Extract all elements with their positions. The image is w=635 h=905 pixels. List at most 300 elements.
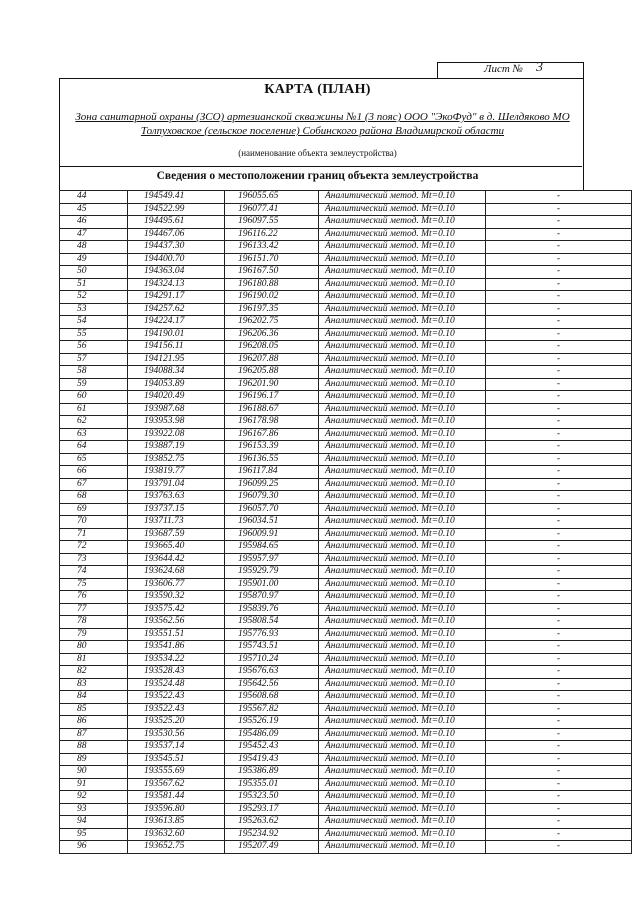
y-coordinate-cell: 196099.25 [225, 478, 319, 491]
table-row [60, 591, 632, 604]
table-row [60, 203, 632, 216]
point-number-cell: 74 [60, 566, 128, 579]
y-coordinate-cell: 196034.51 [225, 516, 319, 529]
method-cell: Аналитический метод. Mt=0.10 [319, 503, 486, 516]
point-number-cell: 44 [60, 191, 128, 204]
x-coordinate-cell: 194020.49 [128, 391, 225, 404]
x-coordinate-cell: 193953.98 [128, 416, 225, 429]
x-coordinate-cell: 193711.73 [128, 516, 225, 529]
page-title: КАРТА (ПЛАН) [264, 82, 371, 97]
description-cell: - [486, 703, 632, 716]
description-cell: - [486, 316, 632, 329]
description-cell: - [486, 566, 632, 579]
point-number-cell: 88 [60, 741, 128, 754]
y-coordinate-cell: 195486.09 [225, 728, 319, 741]
y-coordinate-cell: 195839.76 [225, 603, 319, 616]
y-coordinate-cell: 195642.56 [225, 678, 319, 691]
x-coordinate-cell: 193852.75 [128, 453, 225, 466]
x-coordinate-cell: 193534.22 [128, 653, 225, 666]
method-cell: Аналитический метод. Mt=0.10 [319, 528, 486, 541]
coordinates-table [59, 190, 632, 854]
x-coordinate-cell: 193596.80 [128, 803, 225, 816]
y-coordinate-cell: 196208.05 [225, 341, 319, 354]
table-row [60, 216, 632, 229]
description-cell: - [486, 753, 632, 766]
method-cell: Аналитический метод. Mt=0.10 [319, 216, 486, 229]
method-cell: Аналитический метод. Mt=0.10 [319, 303, 486, 316]
method-cell: Аналитический метод. Mt=0.10 [319, 416, 486, 429]
method-cell: Аналитический метод. Mt=0.10 [319, 591, 486, 604]
point-number-cell: 50 [60, 266, 128, 279]
method-cell: Аналитический метод. Mt=0.10 [319, 453, 486, 466]
method-cell: Аналитический метод. Mt=0.10 [319, 566, 486, 579]
point-number-cell: 77 [60, 603, 128, 616]
x-coordinate-cell: 194467.06 [128, 228, 225, 241]
point-number-cell: 59 [60, 378, 128, 391]
section-title: Сведения о местоположении границ объекта землеустройства [156, 170, 479, 182]
table-row [60, 466, 632, 479]
description-cell: - [486, 203, 632, 216]
table-row [60, 691, 632, 704]
method-cell: Аналитический метод. Mt=0.10 [319, 428, 486, 441]
table-row [60, 441, 632, 454]
description-cell: - [486, 378, 632, 391]
y-coordinate-cell: 195984.65 [225, 541, 319, 554]
y-coordinate-cell: 196055.65 [225, 191, 319, 204]
description-cell: - [486, 828, 632, 841]
method-cell: Аналитический метод. Mt=0.10 [319, 328, 486, 341]
x-coordinate-cell: 193652.75 [128, 841, 225, 854]
table-row [60, 328, 632, 341]
method-cell: Аналитический метод. Mt=0.10 [319, 603, 486, 616]
y-coordinate-cell: 196188.67 [225, 403, 319, 416]
method-cell: Аналитический метод. Mt=0.10 [319, 703, 486, 716]
description-cell: - [486, 366, 632, 379]
point-number-cell: 69 [60, 503, 128, 516]
method-cell: Аналитический метод. Mt=0.10 [319, 553, 486, 566]
point-number-cell: 47 [60, 228, 128, 241]
point-number-cell: 67 [60, 478, 128, 491]
method-cell: Аналитический метод. Mt=0.10 [319, 803, 486, 816]
table-row [60, 241, 632, 254]
description-cell: - [486, 841, 632, 854]
description-cell: - [486, 391, 632, 404]
y-coordinate-cell: 196136.55 [225, 453, 319, 466]
y-coordinate-cell: 195901.00 [225, 578, 319, 591]
table-row [60, 603, 632, 616]
y-coordinate-cell: 195263.62 [225, 816, 319, 829]
method-cell: Аналитический метод. Mt=0.10 [319, 478, 486, 491]
table-row [60, 703, 632, 716]
x-coordinate-cell: 193562.56 [128, 616, 225, 629]
y-coordinate-cell: 196201.90 [225, 378, 319, 391]
description-cell: - [486, 816, 632, 829]
description-cell: - [486, 691, 632, 704]
point-number-cell: 64 [60, 441, 128, 454]
method-cell: Аналитический метод. Mt=0.10 [319, 691, 486, 704]
y-coordinate-cell: 196207.88 [225, 353, 319, 366]
x-coordinate-cell: 193606.77 [128, 578, 225, 591]
table-row [60, 753, 632, 766]
description-cell: - [486, 528, 632, 541]
y-coordinate-cell: 196178.98 [225, 416, 319, 429]
description-cell: - [486, 241, 632, 254]
x-coordinate-cell: 193551.51 [128, 628, 225, 641]
description-cell: - [486, 516, 632, 529]
table-row [60, 741, 632, 754]
point-number-cell: 83 [60, 678, 128, 691]
description-cell: - [486, 641, 632, 654]
method-cell: Аналитический метод. Mt=0.10 [319, 666, 486, 679]
sheet-label: Лист № [484, 63, 523, 75]
table-row [60, 353, 632, 366]
object-name-line-1: Зона санитарной охраны (ЗСО) артезианской скважины №1 (3 пояс) ООО "ЭкоФуд" в д. Шелдяково МО [75, 111, 570, 123]
point-number-cell: 90 [60, 766, 128, 779]
method-cell: Аналитический метод. Mt=0.10 [319, 266, 486, 279]
description-cell: - [486, 791, 632, 804]
y-coordinate-cell: 196097.55 [225, 216, 319, 229]
x-coordinate-cell: 193525.20 [128, 716, 225, 729]
x-coordinate-cell: 193541.86 [128, 641, 225, 654]
x-coordinate-cell: 193887.19 [128, 441, 225, 454]
table-row [60, 228, 632, 241]
x-coordinate-cell: 193581.44 [128, 791, 225, 804]
description-cell: - [486, 778, 632, 791]
description-cell: - [486, 216, 632, 229]
table-row [60, 516, 632, 529]
point-number-cell: 70 [60, 516, 128, 529]
method-cell: Аналитический метод. Mt=0.10 [319, 316, 486, 329]
x-coordinate-cell: 194400.70 [128, 253, 225, 266]
point-number-cell: 62 [60, 416, 128, 429]
method-cell: Аналитический метод. Mt=0.10 [319, 191, 486, 204]
table-row [60, 403, 632, 416]
point-number-cell: 82 [60, 666, 128, 679]
description-cell: - [486, 191, 632, 204]
point-number-cell: 71 [60, 528, 128, 541]
table-row [60, 528, 632, 541]
table-row [60, 341, 632, 354]
x-coordinate-cell: 193819.77 [128, 466, 225, 479]
description-cell: - [486, 278, 632, 291]
method-cell: Аналитический метод. Mt=0.10 [319, 253, 486, 266]
point-number-cell: 79 [60, 628, 128, 641]
description-cell: - [486, 603, 632, 616]
description-cell: - [486, 716, 632, 729]
x-coordinate-cell: 193624.68 [128, 566, 225, 579]
x-coordinate-cell: 194522.99 [128, 203, 225, 216]
x-coordinate-cell: 194549.41 [128, 191, 225, 204]
description-cell: - [486, 341, 632, 354]
table-row [60, 278, 632, 291]
point-number-cell: 96 [60, 841, 128, 854]
x-coordinate-cell: 193644.42 [128, 553, 225, 566]
description-cell: - [486, 628, 632, 641]
y-coordinate-cell: 195957.97 [225, 553, 319, 566]
x-coordinate-cell: 193545.51 [128, 753, 225, 766]
description-cell: - [486, 803, 632, 816]
description-cell: - [486, 666, 632, 679]
point-number-cell: 85 [60, 703, 128, 716]
description-cell: - [486, 478, 632, 491]
method-cell: Аналитический метод. Mt=0.10 [319, 378, 486, 391]
method-cell: Аналитический метод. Mt=0.10 [319, 391, 486, 404]
table-row [60, 803, 632, 816]
method-cell: Аналитический метод. Mt=0.10 [319, 653, 486, 666]
y-coordinate-cell: 195710.24 [225, 653, 319, 666]
y-coordinate-cell: 196180.88 [225, 278, 319, 291]
y-coordinate-cell: 196196.17 [225, 391, 319, 404]
method-cell: Аналитический метод. Mt=0.10 [319, 516, 486, 529]
point-number-cell: 73 [60, 553, 128, 566]
x-coordinate-cell: 194224.17 [128, 316, 225, 329]
description-cell: - [486, 678, 632, 691]
x-coordinate-cell: 194257.62 [128, 303, 225, 316]
description-cell: - [486, 403, 632, 416]
table-row [60, 628, 632, 641]
table-row [60, 316, 632, 329]
y-coordinate-cell: 196057.70 [225, 503, 319, 516]
method-cell: Аналитический метод. Mt=0.10 [319, 353, 486, 366]
point-number-cell: 87 [60, 728, 128, 741]
x-coordinate-cell: 194190.01 [128, 328, 225, 341]
point-number-cell: 53 [60, 303, 128, 316]
point-number-cell: 51 [60, 278, 128, 291]
method-cell: Аналитический метод. Mt=0.10 [319, 441, 486, 454]
x-coordinate-cell: 193590.32 [128, 591, 225, 604]
table-row [60, 578, 632, 591]
description-cell: - [486, 228, 632, 241]
x-coordinate-cell: 193555.69 [128, 766, 225, 779]
point-number-cell: 76 [60, 591, 128, 604]
method-cell: Аналитический метод. Mt=0.10 [319, 841, 486, 854]
point-number-cell: 78 [60, 616, 128, 629]
x-coordinate-cell: 194156.11 [128, 341, 225, 354]
y-coordinate-cell: 196202.75 [225, 316, 319, 329]
y-coordinate-cell: 195234.92 [225, 828, 319, 841]
description-cell: - [486, 653, 632, 666]
x-coordinate-cell: 193687.59 [128, 528, 225, 541]
point-number-cell: 55 [60, 328, 128, 341]
table-row [60, 378, 632, 391]
method-cell: Аналитический метод. Mt=0.10 [319, 366, 486, 379]
table-row [60, 678, 632, 691]
y-coordinate-cell: 196190.02 [225, 291, 319, 304]
description-cell: - [486, 616, 632, 629]
table-row [60, 191, 632, 204]
method-cell: Аналитический метод. Mt=0.10 [319, 766, 486, 779]
table-row [60, 841, 632, 854]
description-cell: - [486, 491, 632, 504]
point-number-cell: 75 [60, 578, 128, 591]
object-caption: (наименование объекта землеустройства) [238, 148, 397, 158]
method-cell: Аналитический метод. Mt=0.10 [319, 816, 486, 829]
method-cell: Аналитический метод. Mt=0.10 [319, 403, 486, 416]
table-row [60, 566, 632, 579]
method-cell: Аналитический метод. Mt=0.10 [319, 578, 486, 591]
x-coordinate-cell: 194121.95 [128, 353, 225, 366]
table-row [60, 541, 632, 554]
y-coordinate-cell: 196117.84 [225, 466, 319, 479]
x-coordinate-cell: 194053.89 [128, 378, 225, 391]
table-row [60, 303, 632, 316]
y-coordinate-cell: 195419.43 [225, 753, 319, 766]
table-row [60, 766, 632, 779]
point-number-cell: 92 [60, 791, 128, 804]
point-number-cell: 60 [60, 391, 128, 404]
table-row [60, 653, 632, 666]
point-number-cell: 56 [60, 341, 128, 354]
point-number-cell: 72 [60, 541, 128, 554]
y-coordinate-cell: 196167.86 [225, 428, 319, 441]
method-cell: Аналитический метод. Mt=0.10 [319, 241, 486, 254]
point-number-cell: 52 [60, 291, 128, 304]
method-cell: Аналитический метод. Mt=0.10 [319, 741, 486, 754]
x-coordinate-cell: 193575.42 [128, 603, 225, 616]
description-cell: - [486, 553, 632, 566]
x-coordinate-cell: 193522.43 [128, 691, 225, 704]
table-row [60, 291, 632, 304]
point-number-cell: 49 [60, 253, 128, 266]
object-name-line-2: Толпуховское (сельское поселение) Собинского района Владимирской области [140, 125, 505, 137]
point-number-cell: 63 [60, 428, 128, 441]
x-coordinate-cell: 193632.60 [128, 828, 225, 841]
point-number-cell: 45 [60, 203, 128, 216]
x-coordinate-cell: 194324.13 [128, 278, 225, 291]
x-coordinate-cell: 193791.04 [128, 478, 225, 491]
y-coordinate-cell: 195608.68 [225, 691, 319, 704]
x-coordinate-cell: 193613.85 [128, 816, 225, 829]
y-coordinate-cell: 195355.01 [225, 778, 319, 791]
point-number-cell: 93 [60, 803, 128, 816]
description-cell: - [486, 291, 632, 304]
y-coordinate-cell: 195567.82 [225, 703, 319, 716]
point-number-cell: 66 [60, 466, 128, 479]
x-coordinate-cell: 193567.62 [128, 778, 225, 791]
y-coordinate-cell: 196079.30 [225, 491, 319, 504]
description-cell: - [486, 578, 632, 591]
method-cell: Аналитический метод. Mt=0.10 [319, 291, 486, 304]
point-number-cell: 57 [60, 353, 128, 366]
method-cell: Аналитический метод. Mt=0.10 [319, 678, 486, 691]
y-coordinate-cell: 195207.49 [225, 841, 319, 854]
x-coordinate-cell: 193524.48 [128, 678, 225, 691]
y-coordinate-cell: 195526.19 [225, 716, 319, 729]
method-cell: Аналитический метод. Mt=0.10 [319, 716, 486, 729]
point-number-cell: 61 [60, 403, 128, 416]
description-cell: - [486, 353, 632, 366]
y-coordinate-cell: 196206.36 [225, 328, 319, 341]
table-row [60, 728, 632, 741]
x-coordinate-cell: 193922.08 [128, 428, 225, 441]
sheet-number: 3 [536, 60, 543, 75]
point-number-cell: 95 [60, 828, 128, 841]
table-row [60, 491, 632, 504]
y-coordinate-cell: 195323.50 [225, 791, 319, 804]
method-cell: Аналитический метод. Mt=0.10 [319, 466, 486, 479]
method-cell: Аналитический метод. Mt=0.10 [319, 541, 486, 554]
point-number-cell: 84 [60, 691, 128, 704]
table-row [60, 453, 632, 466]
x-coordinate-cell: 194495.61 [128, 216, 225, 229]
point-number-cell: 58 [60, 366, 128, 379]
table-row [60, 828, 632, 841]
description-cell: - [486, 766, 632, 779]
point-number-cell: 48 [60, 241, 128, 254]
point-number-cell: 46 [60, 216, 128, 229]
description-cell: - [486, 428, 632, 441]
y-coordinate-cell: 195452.43 [225, 741, 319, 754]
description-cell: - [486, 416, 632, 429]
description-cell: - [486, 728, 632, 741]
x-coordinate-cell: 194088.34 [128, 366, 225, 379]
point-number-cell: 65 [60, 453, 128, 466]
description-cell: - [486, 253, 632, 266]
table-row [60, 791, 632, 804]
y-coordinate-cell: 195929.79 [225, 566, 319, 579]
x-coordinate-cell: 193763.63 [128, 491, 225, 504]
y-coordinate-cell: 195676.63 [225, 666, 319, 679]
table-row [60, 416, 632, 429]
point-number-cell: 91 [60, 778, 128, 791]
method-cell: Аналитический метод. Mt=0.10 [319, 341, 486, 354]
description-cell: - [486, 541, 632, 554]
y-coordinate-cell: 196009.91 [225, 528, 319, 541]
method-cell: Аналитический метод. Mt=0.10 [319, 791, 486, 804]
description-cell: - [486, 466, 632, 479]
table-row [60, 503, 632, 516]
method-cell: Аналитический метод. Mt=0.10 [319, 616, 486, 629]
table-row [60, 553, 632, 566]
method-cell: Аналитический метод. Mt=0.10 [319, 753, 486, 766]
table-row [60, 616, 632, 629]
point-number-cell: 80 [60, 641, 128, 654]
x-coordinate-cell: 193522.43 [128, 703, 225, 716]
point-number-cell: 89 [60, 753, 128, 766]
y-coordinate-cell: 196116.22 [225, 228, 319, 241]
table-row [60, 666, 632, 679]
point-number-cell: 54 [60, 316, 128, 329]
table-row [60, 816, 632, 829]
x-coordinate-cell: 193665.40 [128, 541, 225, 554]
y-coordinate-cell: 196153.39 [225, 441, 319, 454]
table-row [60, 366, 632, 379]
table-row [60, 716, 632, 729]
method-cell: Аналитический метод. Mt=0.10 [319, 628, 486, 641]
table-row [60, 253, 632, 266]
y-coordinate-cell: 195870.97 [225, 591, 319, 604]
x-coordinate-cell: 193530.56 [128, 728, 225, 741]
y-coordinate-cell: 196197.35 [225, 303, 319, 316]
method-cell: Аналитический метод. Mt=0.10 [319, 203, 486, 216]
description-cell: - [486, 591, 632, 604]
y-coordinate-cell: 196151.70 [225, 253, 319, 266]
x-coordinate-cell: 193737.15 [128, 503, 225, 516]
method-cell: Аналитический метод. Mt=0.10 [319, 278, 486, 291]
description-cell: - [486, 741, 632, 754]
point-number-cell: 81 [60, 653, 128, 666]
x-coordinate-cell: 194291.17 [128, 291, 225, 304]
table-row [60, 391, 632, 404]
method-cell: Аналитический метод. Mt=0.10 [319, 828, 486, 841]
x-coordinate-cell: 193537.14 [128, 741, 225, 754]
y-coordinate-cell: 196167.50 [225, 266, 319, 279]
description-cell: - [486, 328, 632, 341]
method-cell: Аналитический метод. Mt=0.10 [319, 228, 486, 241]
description-cell: - [486, 503, 632, 516]
y-coordinate-cell: 195386.89 [225, 766, 319, 779]
y-coordinate-cell: 195743.51 [225, 641, 319, 654]
